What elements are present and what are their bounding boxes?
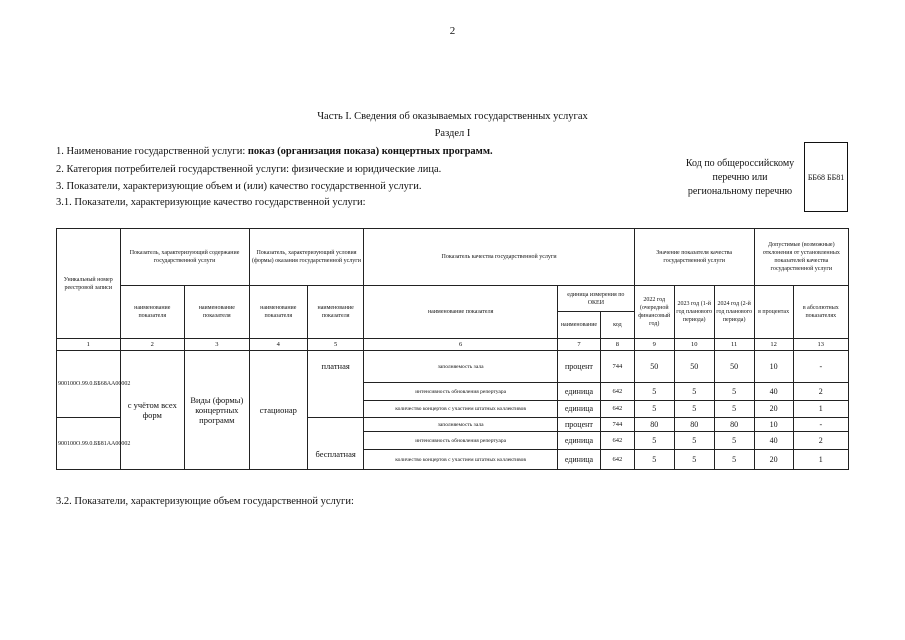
- col-number: 10: [674, 339, 714, 351]
- col-number: 12: [754, 339, 793, 351]
- value-2022: 80: [634, 418, 674, 432]
- deviation-absolute: 1: [793, 450, 848, 470]
- unit-code: 642: [600, 450, 634, 470]
- col-number: 6: [364, 339, 558, 351]
- record-number-2: 900100О.99.0.ББ81АА00002: [57, 418, 121, 470]
- header-in-percent: в процентах: [754, 286, 793, 339]
- header-name-indicator-1: наименование показателя: [120, 286, 185, 339]
- header-year-2024: 2024 год (2-й год планового периода): [714, 286, 754, 339]
- part-title: Часть I. Сведения об оказываемых государственных услугах: [317, 111, 588, 122]
- deviation-percent: 20: [754, 450, 793, 470]
- unit-name: единица: [557, 383, 600, 401]
- content-value-2: Виды (формы) концертных программ: [185, 351, 250, 470]
- unit-code: 744: [600, 418, 634, 432]
- registry-code-box: ББ68 ББ81: [804, 142, 848, 212]
- value-2022: 50: [634, 351, 674, 383]
- col-number: 11: [714, 339, 754, 351]
- header-in-absolute: в абсолютных показателях: [793, 286, 848, 339]
- value-2022: 5: [634, 450, 674, 470]
- value-2024: 50: [714, 351, 754, 383]
- col-number: 5: [307, 339, 363, 351]
- record-number-1: 900100О.99.0.ББ68АА00002: [57, 351, 121, 418]
- col-number: 9: [634, 339, 674, 351]
- deviation-percent: 20: [754, 401, 793, 418]
- unit-code: 642: [600, 401, 634, 418]
- unit-code: 744: [600, 351, 634, 383]
- unit-name: процент: [557, 351, 600, 383]
- value-2024: 5: [714, 450, 754, 470]
- col-number: 13: [793, 339, 848, 351]
- col-number: 7: [557, 339, 600, 351]
- value-2024: 5: [714, 401, 754, 418]
- table-row: [57, 351, 849, 383]
- header-row-1: [57, 229, 849, 286]
- header-deviation: Допустимые (возможные) отклонения от установленных показателей качества государственной услуги: [754, 229, 848, 286]
- deviation-absolute: -: [793, 418, 848, 432]
- indicator-name: заполняемость зала: [364, 351, 558, 383]
- col-number: 4: [249, 339, 307, 351]
- unit-name: единица: [557, 432, 600, 450]
- payment-free: бесплатная: [307, 418, 363, 470]
- value-2023: 5: [674, 401, 714, 418]
- value-2023: 5: [674, 432, 714, 450]
- header-unique-number: Уникальный номер реестровой записи: [57, 229, 121, 339]
- value-2023: 80: [674, 418, 714, 432]
- col-number: 1: [57, 339, 121, 351]
- col-number: 8: [600, 339, 634, 351]
- unit-code: 642: [600, 383, 634, 401]
- deviation-percent: 10: [754, 351, 793, 383]
- service-name-line: [56, 146, 493, 157]
- condition-value: стационар: [249, 351, 307, 470]
- header-year-2023: 2023 год (1-й год планового периода): [674, 286, 714, 339]
- value-2023: 50: [674, 351, 714, 383]
- value-2022: 5: [634, 383, 674, 401]
- deviation-absolute: 2: [793, 383, 848, 401]
- unit-name: единица: [557, 401, 600, 418]
- quality-indicators-table: [56, 228, 849, 470]
- col-number: 2: [120, 339, 185, 351]
- value-2024: 5: [714, 383, 754, 401]
- header-unit-name: наименование: [557, 312, 600, 339]
- content-value-1: с учётом всех форм: [120, 351, 185, 470]
- column-number-row: [57, 339, 849, 351]
- value-2024: 80: [714, 418, 754, 432]
- service-name-label: 1. Наименование государственной услуги:: [56, 146, 248, 157]
- section-title: Раздел I: [434, 128, 471, 139]
- volume-indicators-heading: 3.2. Показатели, характеризующие объем государственной услуги:: [56, 496, 354, 507]
- deviation-absolute: 1: [793, 401, 848, 418]
- indicator-name: количество концертов с участием штатных коллективов: [364, 450, 558, 470]
- deviation-absolute: 2: [793, 432, 848, 450]
- header-condition-indicator: Показатель, характеризующий условия (формы) оказания государственной услуги: [249, 229, 364, 286]
- deviation-absolute: -: [793, 351, 848, 383]
- header-content-indicator: Показатель, характеризующий содержание государственной услуги: [120, 229, 249, 286]
- value-2022: 5: [634, 432, 674, 450]
- value-2022: 5: [634, 401, 674, 418]
- value-2024: 5: [714, 432, 754, 450]
- header-name-indicator-2: наименование показателя: [185, 286, 250, 339]
- value-2023: 5: [674, 450, 714, 470]
- header-name-indicator-3: наименование показателя: [249, 286, 307, 339]
- indicator-name: заполняемость зала: [364, 418, 558, 432]
- registry-code-label: Код по общероссийскому перечню или региональному перечню: [685, 158, 795, 197]
- deviation-percent: 40: [754, 383, 793, 401]
- quality-indicators-heading: 3.1. Показатели, характеризующие качество государственной услуги:: [56, 197, 366, 208]
- indicators-line: 3. Показатели, характеризующие объем и (или) качество государственной услуги.: [56, 181, 422, 192]
- col-number: 3: [185, 339, 250, 351]
- deviation-percent: 10: [754, 418, 793, 432]
- header-name-indicator-4: наименование показателя: [307, 286, 363, 339]
- indicator-name: интенсивность обновления репертуара: [364, 383, 558, 401]
- header-unit-code: код: [600, 312, 634, 339]
- consumer-category-line: 2. Категория потребителей государственной услуги: физические и юридические лица.: [56, 164, 442, 175]
- payment-paid: платная: [307, 351, 363, 418]
- deviation-percent: 40: [754, 432, 793, 450]
- header-quality-indicator: Показатель качества государственной услуги: [364, 229, 634, 286]
- value-2023: 5: [674, 383, 714, 401]
- header-unit-okei: единица измерения по ОКЕИ: [557, 286, 634, 312]
- page-number: 2: [449, 25, 456, 37]
- header-year-2022: 2022 год (очередной финансовый год): [634, 286, 674, 339]
- unit-name: процент: [557, 418, 600, 432]
- service-name-value: показ (организация показа) концертных программ.: [247, 146, 493, 157]
- header-indicator-name: наименование показателя: [364, 286, 558, 339]
- unit-name: единица: [557, 450, 600, 470]
- unit-code: 642: [600, 432, 634, 450]
- indicator-name: количество концертов с участием штатных коллективов: [364, 401, 558, 418]
- header-quality-value: Значение показателя качества государственной услуги: [634, 229, 754, 286]
- indicator-name: интенсивность обновления репертуара: [364, 432, 558, 450]
- header-row-2: [57, 286, 849, 312]
